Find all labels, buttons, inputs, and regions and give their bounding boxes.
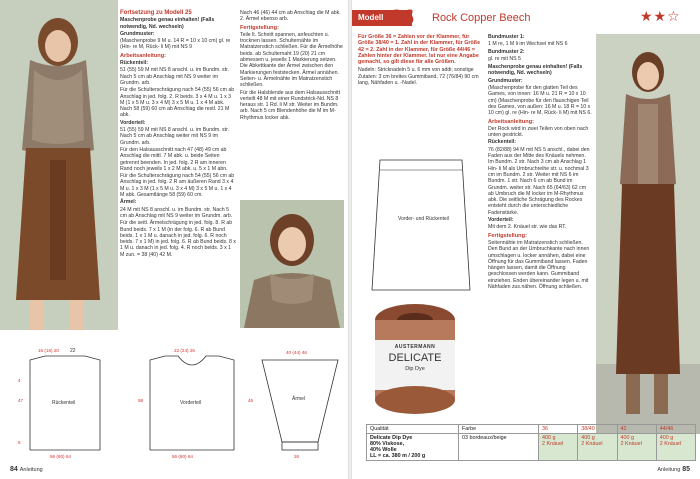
sleeve-side-e: 45: [248, 398, 254, 403]
left-page-footer: [10, 466, 43, 473]
grund-text: (Maschenprobe 9 M u. 14 R = 10 x 10 cm) gl. re (Hin- re M, Rück- li M) mit NS 9: [120, 38, 231, 51]
knaeuel-36: 2 Knäuel: [542, 441, 564, 447]
r-grund-head: Grundmuster:: [488, 77, 523, 84]
front-neck-dim: 22 (24) 26: [174, 348, 195, 353]
back-width-dim: 56 (60) 64: [50, 454, 71, 459]
bund1-text: 1 M re, 1 M li im Wechsel mit NS 6: [488, 41, 568, 48]
quality-line-2: 40% Wolle: [370, 447, 397, 453]
right-page-label: Anleitung: [657, 467, 681, 473]
bund1-head: Bundmuster 1:: [488, 34, 525, 40]
bund2-head: Bundmuster 2:: [488, 48, 525, 55]
rueck-head: Rückenteil:: [120, 60, 148, 67]
yarn-brand: AUSTERMANN: [394, 344, 436, 350]
amount-42: 400 g: [620, 435, 634, 441]
size-note: Für Größe 36 = Zahlen vor der Klammer, für Größe 38/40 = 1. Zahl in der Klammer, für Größe 42 = 2. Zahl in der Klammer, für Größe 44/46 = Zahlen hinter der Klammer. Ist nur eine Angabe gemacht, so gilt diese für alle Größen.: [358, 34, 481, 66]
model-title: Rock Copper Beech: [432, 12, 531, 24]
skirt-label: Vorder- und Rückenteil: [398, 216, 449, 222]
right-page-footer: [657, 466, 690, 473]
difficulty-stars: ★★☆: [640, 8, 681, 24]
yarn-sub: Dip Dye: [405, 366, 425, 372]
th-size-36: 36: [539, 425, 578, 434]
quality-line-1: 80% Viskose,: [370, 441, 405, 447]
left-col2-text: [240, 10, 344, 122]
rueck-text: 51 (55) 59 M mit NS 8 anschl. u. im Bundm. str. Nach 5 cm ab Anschlag mit NS 9 weiter im Grundm. arb.: [120, 67, 229, 86]
front-side-d: 58: [138, 398, 144, 403]
quality-name: Delicate Dip Dye: [370, 435, 413, 441]
knaeuel-44: 2 Knäuel: [659, 441, 682, 447]
back-label: Rückenteil: [52, 400, 76, 406]
model-word: Modell: [358, 13, 384, 22]
vorder-text2: Für den Halsausschnitt nach 47 (48) 49 cm ab Anschlag die mittl. 7 M abk. u. beide Seiten getrennt beenden. In jed. folg. 2 R am inneren Rand noch jeweils 1 x 2 M abk. u. 5 x 1 M abn.: [120, 146, 228, 172]
table-row: [367, 434, 696, 461]
col2-fertig-head: Fertigstellung:: [240, 24, 279, 31]
amount-38: 400 g: [581, 435, 595, 441]
cell-quality: [367, 434, 459, 461]
sleeve-label: Ärmel: [292, 396, 306, 402]
left-page-number: 84: [10, 466, 18, 473]
rueck-text2: Für die Schulterschrägung nach 54 (55) 56 cm ab Anschlag in jed. folg. 2. R beids. 3 x 4 M u. 1 x 3 M (1 x 5 M u. 3 x 4 M) 3 x 5 M u. 1 x 4 M abk. Nach 58 (59) 60 cm ab Anschlag die restl. 21 M abk.: [120, 87, 235, 119]
right-col2-text: [488, 34, 592, 291]
left-page-label: Anleitung: [19, 467, 43, 473]
aermel-text: 24 M mit NS 8 anschl. u. im Bundm. str. Nach 5 cm ab Anschlag mit NS 9 weiter im Grundm. arb.: [120, 206, 233, 219]
vorder-text: 51 (55) 59 M mit NS 8 anschl. u. im Bundm. str. Nach 5 cm ab Anschlag weiter mit NS 9 im Grundm. arb.: [120, 127, 229, 146]
quality-line-3: LL = ca. 380 m / 200 g: [370, 453, 426, 459]
cell-amount-42: [617, 434, 656, 461]
schematic-sleeve: [248, 350, 338, 459]
continuation-title: Fortsetzung zu Modell 25: [120, 10, 192, 16]
r-rueck-head: Rückenteil:: [488, 139, 516, 146]
th-size-38: 38/40: [578, 425, 617, 434]
r-vorder-text: Mit dem 2. Knäuel str. wie das RT.: [488, 224, 567, 231]
photo-suede-skirt: [0, 0, 118, 330]
col2-fertig-text2: Für die Halsblende aus dem Halsausschnitt verteilt 48 M mit einer Rundstrick-Nd. NS 8 heraus str. 1 Rd. li M str. Weiter im Bundm. arb. Nach 5 cm Blendenhöhe die M im M-Rhythmus locker abk.: [240, 89, 341, 121]
left-page: [0, 0, 348, 479]
yarn-table: [366, 424, 696, 461]
back-side-a: 4: [18, 378, 21, 383]
intro-bold: Maschenprobe genau einhalten! (Falls notwendig, Nd. wechseln): [120, 17, 215, 30]
vorder-text3: Für die Schulterschrägung nach 54 (55) 56 cm ab Anschlag in jed. folg. 2 R am äußeren Rand 3 x 4 M u. 1 x 3 M (1 x 5 M u. 3 x 4 M) 3 x 5 M u. 1 x 4 M abk. Gesamtlänge 58 (59) 60 cm.: [120, 173, 235, 199]
col2-text1: Nach 46 (46) 44 cm ab Anschlag die M abk. 2. Ärmel ebenso arb.: [240, 10, 341, 23]
grund-head: Grundmuster:: [120, 30, 155, 37]
r-fertig-head: Fertigstellung:: [488, 232, 527, 239]
needles-text: Nadeln: Stricknadeln 5 u. 6 mm von addi; sonstige Zutaten: 3 cm breites Gummiband, 72 (76/84) 90 cm lang, Nähfaden u. -Nadel.: [358, 67, 479, 87]
r-arbeit-text: Der Rock wird in zwei Teilen von oben nach unten gestrickt.: [488, 125, 589, 139]
back-shoulder-dim: 16 (16) 20: [38, 348, 59, 353]
model-number: 26: [392, 4, 414, 29]
col2-fertig-text: Teile lt. Schnitt spannen, anfeuchten u. trocknen lassen. Schulternähte im Matratzenstich schließen. Für die Ärmelhöhe beids. ab Schulternaht 19 (20) 21 cm abmessen u. jeweils 1 Markierung setzen. Die Abkettkante der Ärmel zwischen den Markierungen feststecken. Ärmel annähen. Seiten- u. Ärmelnähte im Matratzenstich schließen.: [240, 31, 343, 89]
cell-amount-38: [578, 434, 617, 461]
front-label: Vorderteil: [180, 400, 202, 406]
back-side-c: 5: [18, 440, 21, 445]
aermel-head: Ärmel:: [120, 199, 137, 206]
back-side-b: 47: [18, 398, 24, 403]
th-size-42: 42: [617, 425, 656, 434]
back-top-dim: 22: [70, 348, 76, 354]
photo-sweater-portrait: [240, 200, 344, 328]
sleeve-top-dim: 40 (44) 46: [286, 350, 307, 355]
cell-amount-36: [539, 434, 578, 461]
right-page-number: 85: [682, 466, 690, 473]
cell-color: 03 bordeaux/beige: [459, 434, 539, 461]
r-grund-text: (Maschenprobe für den glatten Teil des Games, von innen: 16 M u. 21 R = 10 x 10 cm) (Maschenprobe für den flauschigen Teil des Games, von außen: 16 M u. 18 R = 10 x 10 cm) gl. re (Hin- re M, Rück- li M) mit NS 6.: [488, 85, 592, 117]
yarn-ball: [368, 300, 462, 418]
left-col1-text: [120, 10, 236, 259]
amount-36: 400 g: [542, 435, 556, 441]
knaeuel-38: 2 Knäuel: [581, 441, 603, 447]
sleeve-bottom-dim: 26: [294, 454, 300, 459]
schematic-front: [138, 348, 234, 459]
th-farbe: Farbe: [459, 425, 539, 434]
photo-rock-copper-beech: [596, 34, 700, 434]
table-header-row: [367, 425, 696, 434]
r-rueck-text: 76 (82/88) 94 M mit NS 5 anschl., dabei den Faden aus der Mitte des Knäuels nehmen. Im Bundm. 2 str. Nach 3 cm ab Anschlag 1 Hin- li M als Umbruchreihe str. u. nochmal 3 cm im Bundm. 2 str. Weiter mit NS 6 im Bundm. 1 str. Nach 6 cm ab Bund im Grundm. weiter str. Nach 65 (64/63) 62 cm ab Umbruch die M locker im M-Rhythmus abk. Die seitliche Schrägung des Rockes entsteht durch die unterschiedliche Fadenstärke.: [488, 146, 590, 216]
yarn-name: DELICATE: [388, 352, 442, 364]
r-arbeit-head: Arbeitsanleitung:: [488, 118, 534, 125]
th-qualitaet: Qualität: [367, 425, 459, 434]
knaeuel-42: 2 Knäuel: [620, 441, 642, 447]
skirt-schematic: [362, 150, 482, 300]
amount-44: 400 g: [659, 435, 674, 441]
yarn-table-wrap: [366, 424, 696, 461]
bund2-text: gl. re mit NS 5: [488, 55, 521, 62]
r-fertig-text: Seitennähte im Matratzenstich schließen. Den Bund an der Umbruchkante nach innen umschlagen u. locker annähen, dabei eine Öffnung für das Gummiband lassen. Faden hängen lassen, damit die Öffnung geschlossen werden kann. Gummiband einziehen. Enden übereinander legen u. mit Nähfaden zus.nähen. Öffnung schließen.: [488, 239, 590, 290]
front-width-dim: 56 (60) 64: [172, 454, 193, 459]
vorder-head: Vorderteil:: [120, 119, 146, 126]
mp-bold: Maschenprobe genau einhalten! (Falls notwendig, Nd. wechseln): [488, 64, 583, 77]
cell-amount-44: [656, 434, 695, 461]
r-vorder-head: Vorderteil:: [488, 217, 514, 224]
right-col1-text: [358, 34, 484, 87]
pattern-schematics: [0, 342, 348, 462]
th-size-44: 44/46: [656, 425, 695, 434]
model-header: [352, 4, 700, 29]
right-page: [352, 0, 700, 479]
aermel-text2: Für die seitl. Ärmelschrägung in jed. folg. 8. R ab Bund beids. 7 x 1 M (in der folg. 6. R ab Bund beids. 1 x 1 M u. danach in jed. folg. 6. R noch beids. 7 x 1 M) in jed. folg. 6. R ab Bund beids. 8 x 1 M u. danach in jed. folg. 4. R noch beids. 3 x 1 M zun. = 38 (40) 42 M.: [120, 220, 236, 258]
schematic-back: [18, 348, 100, 459]
arbeit-head: Arbeitsanleitung:: [120, 52, 166, 59]
